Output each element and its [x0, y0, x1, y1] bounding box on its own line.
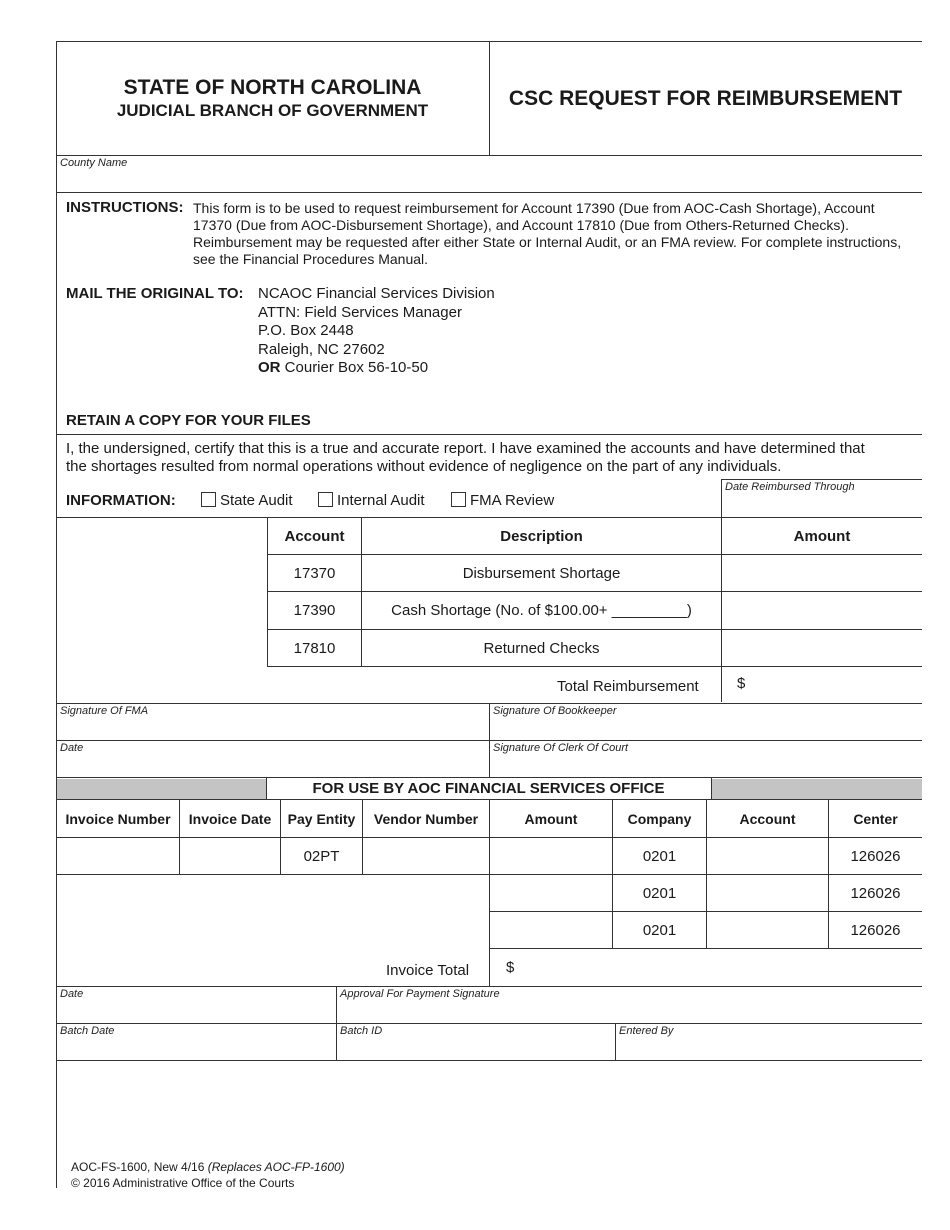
amount-field[interactable]: [722, 592, 922, 629]
account-number: 17370: [293, 564, 336, 582]
approval-signature-field[interactable]: [337, 1001, 921, 1022]
instructions-label: INSTRUCTIONS:: [66, 199, 184, 216]
aoc-header-company: Company: [627, 810, 692, 827]
aoc-amount-field[interactable]: [490, 875, 612, 911]
approval-signature-label: Approval For Payment Signature: [340, 988, 500, 1000]
signature-bookkeeper-field[interactable]: [490, 718, 921, 739]
aoc-header-amount: Amount: [524, 810, 578, 827]
entered-by-field[interactable]: [616, 1038, 921, 1059]
account-description: Disbursement Shortage: [462, 564, 621, 582]
center-value: 126026: [850, 884, 901, 902]
copyright: © 2016 Administrative Office of the Courts: [71, 1176, 295, 1190]
invoice-number-field[interactable]: [57, 838, 179, 874]
signature-date-field[interactable]: [57, 755, 488, 776]
accounts-header-account: Account: [284, 527, 345, 545]
county-name-field[interactable]: [57, 170, 921, 191]
company-value: 0201: [642, 847, 677, 865]
aoc-header-invoice-number: Invoice Number: [65, 810, 171, 827]
batch-date-label: Batch Date: [60, 1025, 115, 1037]
signature-fma-field[interactable]: [57, 718, 488, 739]
signature-bookkeeper-label: Signature Of Bookkeeper: [493, 705, 617, 717]
account-description: Cash Shortage (No. of $100.00+ _________): [391, 602, 692, 619]
mail-label: MAIL THE ORIGINAL TO:: [66, 285, 244, 302]
form-title: CSC REQUEST FOR REIMBURSEMENT: [508, 87, 903, 110]
checkbox-icon[interactable]: [201, 492, 216, 507]
information-label: INFORMATION:: [66, 492, 176, 509]
aoc-header-account: Account: [739, 810, 796, 827]
signature-clerk-field[interactable]: [490, 755, 921, 776]
checkbox-icon[interactable]: [318, 492, 333, 507]
checkbox-icon[interactable]: [451, 492, 466, 507]
aoc-header-invoice-date: Invoice Date: [188, 810, 272, 827]
signature-clerk-label: Signature Of Clerk Of Court: [493, 742, 629, 754]
aoc-amount-field[interactable]: [490, 838, 612, 874]
total-currency: $: [737, 675, 746, 692]
signature-fma-label: Signature Of FMA: [60, 705, 149, 717]
aoc-banner-shade-right: [712, 779, 922, 799]
batch-id-field[interactable]: [337, 1038, 614, 1059]
center-value: 126026: [850, 921, 901, 939]
amount-field[interactable]: [722, 555, 922, 591]
state-title: STATE OF NORTH CAROLINA: [123, 76, 422, 99]
date-reimbursed-field[interactable]: [722, 495, 921, 516]
entered-by-label: Entered By: [619, 1025, 674, 1037]
aoc-date-label: Date: [60, 988, 84, 1000]
form-number: AOC-FS-1600, New 4/16 (Replaces AOC-FP-1600): [71, 1160, 345, 1174]
batch-id-label: Batch ID: [340, 1025, 383, 1037]
amount-field[interactable]: [722, 630, 922, 666]
center-value: 126026: [850, 847, 901, 865]
vendor-number-field[interactable]: [363, 838, 489, 874]
aoc-header-vendor-number: Vendor Number: [373, 810, 479, 827]
total-reimbursement-field[interactable]: [750, 668, 920, 701]
instructions-text: This form is to be used to request reimbursement for Account 17390 (Due from AOC-Cash Shortage), Account 17370 (Due from AOC-Disbursement Shortage), and Account 17810 (Due from Others-Returned Checks). Reimbursement may be requested after either State or Internal Audit, or an FMA review. For complete instructions, see the Financial Procedures Manual.: [193, 200, 902, 267]
county-name-label: County Name: [60, 157, 128, 169]
aoc-account-field[interactable]: [707, 912, 828, 948]
aoc-account-field[interactable]: [707, 875, 828, 911]
account-number: 17390: [293, 602, 336, 619]
checkbox-internal-audit[interactable]: Internal Audit: [318, 492, 425, 509]
pay-entity-value: 02PT: [303, 847, 340, 865]
certification-text: I, the undersigned, certify that this is a true and accurate report. I have examined the accounts and have determined that the shortages resulted from normal operations without evidence of negligence on the part of any individuals.: [66, 440, 865, 475]
signature-date-label: Date: [60, 742, 84, 754]
aoc-header-pay-entity: Pay Entity: [287, 810, 356, 827]
total-reimbursement-label: Total Reimbursement: [557, 678, 699, 695]
invoice-date-field[interactable]: [180, 838, 280, 874]
account-description: Returned Checks: [483, 639, 600, 657]
accounts-header-amount: Amount: [793, 527, 851, 545]
aoc-header-center: Center: [853, 810, 898, 827]
branch-title: JUDICIAL BRANCH OF GOVERNMENT: [116, 101, 429, 120]
invoice-total-field[interactable]: [520, 950, 920, 984]
aoc-banner-shade-left: [57, 779, 266, 799]
aoc-amount-field[interactable]: [490, 912, 612, 948]
mail-address: NCAOC Financial Services Division ATTN: Field Services Manager P.O. Box 2448 Raleigh, NC 27602 OR Courier Box 56-10-50: [258, 285, 495, 376]
retain-notice: RETAIN A COPY FOR YOUR FILES: [66, 412, 311, 429]
checkbox-fma-review[interactable]: FMA Review: [451, 492, 554, 509]
invoice-total-label: Invoice Total: [386, 962, 470, 979]
checkbox-state-audit[interactable]: State Audit: [201, 492, 293, 509]
batch-date-field[interactable]: [57, 1038, 335, 1059]
aoc-date-field[interactable]: [57, 1001, 335, 1022]
aoc-section-title: FOR USE BY AOC FINANCIAL SERVICES OFFICE: [312, 780, 665, 797]
company-value: 0201: [642, 921, 677, 939]
account-number: 17810: [293, 639, 336, 657]
date-reimbursed-label: Date Reimbursed Through: [725, 481, 855, 493]
invoice-total-currency: $: [506, 959, 515, 976]
aoc-account-field[interactable]: [707, 838, 828, 874]
accounts-header-description: Description: [500, 527, 583, 545]
company-value: 0201: [642, 884, 677, 902]
